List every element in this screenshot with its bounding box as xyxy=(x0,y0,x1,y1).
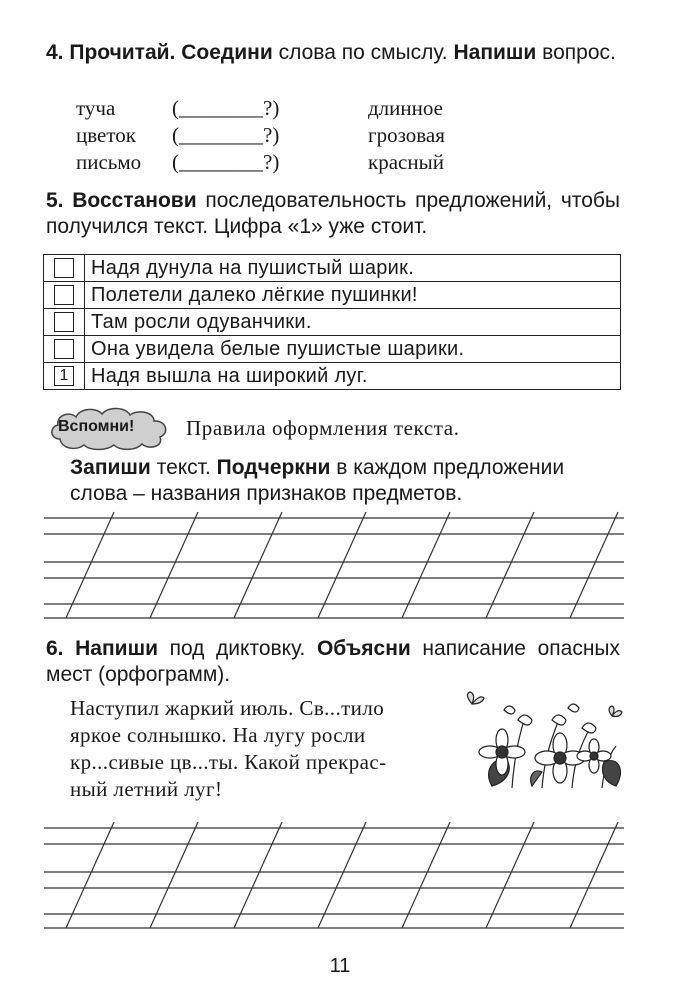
flowers-illustration-icon xyxy=(462,690,640,790)
sentence-cell: Полетели далеко лёгкие пушинки! xyxy=(85,282,621,309)
order-checkbox[interactable] xyxy=(54,258,74,278)
pair-row xyxy=(76,122,496,149)
task-5-verb-restore: Восстанови xyxy=(72,189,197,212)
task-4-instruction xyxy=(46,40,620,66)
dictation-text xyxy=(70,695,460,803)
task-4-text-end: вопрос. xyxy=(542,41,616,64)
write-task-text2: в каждом предложении слова – названия признаков предметов. xyxy=(70,456,565,505)
dictation-line: яркое солнышко. На лугу росли xyxy=(70,723,366,747)
page-number: 11 xyxy=(329,955,351,977)
pair-word: туча xyxy=(76,96,116,120)
task-6-text2: написание опасных мест (орфограмм). xyxy=(46,637,621,686)
task-4-text-mid: слова по смыслу. xyxy=(278,41,448,64)
task-5-text: последовательность предложений, чтобы получился текст. Цифра «1» уже стоит. xyxy=(46,189,620,238)
sentence-cell: Она увидела белые пушистые шарики. xyxy=(85,336,621,363)
task-4-number: 4. xyxy=(46,41,64,64)
sentence-cell: Надя вышла на широкий луг. xyxy=(85,363,621,390)
pair-adjective: длинное xyxy=(368,96,443,120)
pair-row xyxy=(76,149,496,176)
order-checkbox[interactable]: 1 xyxy=(54,366,74,386)
dictation-line: кр...сивые цв...ты. Какой прекрас- xyxy=(70,750,387,774)
writing-lines[interactable] xyxy=(44,820,626,930)
dictation-line: Наступил жаркий июль. Св...тило xyxy=(70,696,385,720)
task-6-instruction xyxy=(46,636,620,688)
pair-question-blank[interactable]: (________?) xyxy=(172,150,280,174)
table-row xyxy=(44,309,621,336)
word-pairs xyxy=(76,95,496,176)
sentence-cell: Там росли одуванчики. xyxy=(85,309,621,336)
task-6-number: 6. xyxy=(46,637,64,660)
table-row xyxy=(44,282,621,309)
task-6-text1: под диктовку. xyxy=(169,637,306,660)
pair-row xyxy=(76,95,496,122)
writing-lines[interactable] xyxy=(44,510,626,620)
table-row xyxy=(44,255,621,282)
pair-adjective: красный xyxy=(368,150,444,174)
write-task-instruction xyxy=(70,455,624,507)
pair-word: письмо xyxy=(76,150,142,174)
remember-badge-label: Вспомни! xyxy=(58,418,135,435)
table-row xyxy=(44,336,621,363)
remember-text: Правила оформления текста. xyxy=(186,416,460,440)
task-4-verb-read: Прочитай. xyxy=(69,41,176,64)
pair-word: цветок xyxy=(76,123,136,147)
write-task-verb-underline: Подчеркни xyxy=(216,456,331,479)
order-checkbox[interactable] xyxy=(54,285,74,305)
task-6-verb-explain: Объясни xyxy=(316,637,411,660)
dictation-line: ный летний луг! xyxy=(70,777,223,801)
pair-question-blank[interactable]: (________?) xyxy=(172,123,280,147)
task-6-verb-write: Напиши xyxy=(75,637,158,660)
sentence-cell: Надя дунула на пушистый шарик. xyxy=(85,255,621,282)
table-row xyxy=(44,363,621,390)
task-5-instruction xyxy=(46,188,620,240)
write-task-text1: текст. xyxy=(156,456,211,479)
task-4-verb-write: Напиши xyxy=(453,41,537,64)
write-task-verb: Запиши xyxy=(70,456,151,479)
pair-question-blank[interactable]: (________?) xyxy=(172,96,280,120)
pair-adjective: грозовая xyxy=(368,123,445,147)
task-5-number: 5. xyxy=(46,189,64,212)
order-checkbox[interactable] xyxy=(54,312,74,332)
order-checkbox[interactable] xyxy=(54,339,74,359)
sequence-table xyxy=(43,254,621,390)
task-4-verb-connect: Соедини xyxy=(181,41,273,64)
